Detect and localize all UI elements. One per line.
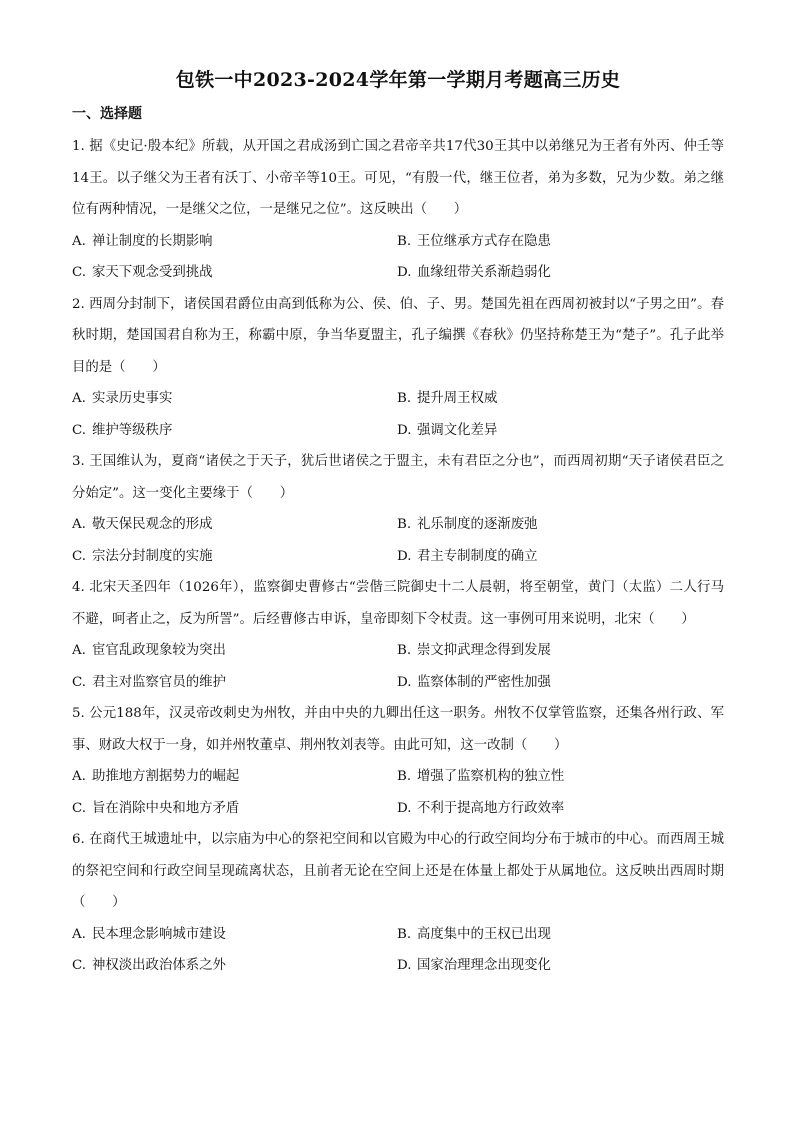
option-key: D. <box>397 548 412 564</box>
page-title: 包铁一中2023-2024学年第一学期月考题高三历史 <box>175 69 621 91</box>
option-text: 国家治理理念出现变化 <box>417 958 551 973</box>
option-text: 高度集中的王权已出现 <box>417 926 551 942</box>
option-b <box>397 383 722 415</box>
question-stem: 3. 王国维认为，夏商“诸侯之于天子，犹后世诸侯之于盟主，未有君臣之分也”，而西周初期“天子诸侯君臣之分始定”。这一变化主要缘于（ ） <box>72 454 724 501</box>
option-text: 崇文抑武理念得到发展 <box>417 643 551 658</box>
option-key: D. <box>397 958 412 973</box>
option-key: C. <box>72 958 87 973</box>
option-text: 宦官乱政现象较为突出 <box>92 643 226 658</box>
option-b <box>397 919 722 951</box>
options-list <box>72 226 724 289</box>
option-text: 提升周王权威 <box>417 391 498 406</box>
option-key: B. <box>397 769 412 784</box>
option-a <box>72 761 397 793</box>
option-d <box>397 950 722 982</box>
option-key: A. <box>72 643 86 658</box>
option-key: D. <box>397 674 412 690</box>
option-d <box>397 541 722 573</box>
question-6 <box>72 824 724 982</box>
option-c <box>72 541 397 573</box>
question-4 <box>72 572 724 698</box>
option-key: C. <box>72 548 87 564</box>
option-text: 王位继承方式存在隐患 <box>417 233 551 249</box>
question-stem: 4. 北宋天圣四年（1026年），监察御史曹修古“尝偕三院御史十二人晨朝，将至朝堂，黄门（太监）二人行马不避，呵者止之，反为所詈”。后经曹修古申诉，皇帝即刻下令杖责。这一事例可用来说明，北宋（ ） <box>72 580 724 627</box>
option-key: B. <box>397 643 412 658</box>
option-key: A. <box>72 926 86 942</box>
option-c <box>72 667 397 699</box>
options-list <box>72 761 724 824</box>
option-a <box>72 509 397 541</box>
option-text: 礼乐制度的逐渐废弛 <box>417 517 538 532</box>
option-key: A. <box>72 391 86 406</box>
question-stem: 6. 在商代王城遗址中，以宗庙为中心的祭祀空间和以官殿为中心的行政空间均分布于城市的中心。而西周王城的祭祀空间和行政空间呈现疏离状态，且前者无论在空间上还是在体量上都处于从属地位。这反映出西周时期（ ） <box>72 832 724 910</box>
option-c <box>72 950 397 982</box>
question-2 <box>72 289 724 447</box>
option-key: B. <box>397 233 412 249</box>
option-text: 维护等级秩序 <box>92 422 173 438</box>
option-text: 血缘纽带关系渐趋弱化 <box>417 265 551 280</box>
option-key: A. <box>72 233 86 249</box>
option-b <box>397 509 722 541</box>
option-d <box>397 793 722 825</box>
option-text: 敬天保民观念的形成 <box>92 517 213 532</box>
option-text: 增强了监察机构的独立性 <box>417 769 565 784</box>
option-key: C. <box>72 674 87 690</box>
option-text: 家天下观念受到挑战 <box>92 265 213 280</box>
option-a <box>72 635 397 667</box>
options-list <box>72 509 724 572</box>
option-a <box>72 383 397 415</box>
question-stem: 2. 西周分封制下，诸侯国君爵位由高到低称为公、侯、伯、子、男。楚国先祖在西周初被封以“子男之田”。春秋时期，楚国国君自称为王，称霸中原，争当华夏盟主，孔子编撰《春秋》仍坚持称楚王为“楚子”。孔子此举目的是（ ） <box>72 296 724 375</box>
exam-page <box>72 66 724 982</box>
option-text: 君主对监察官员的维护 <box>92 674 226 690</box>
option-text: 神权淡出政治体系之外 <box>92 958 226 973</box>
option-c <box>72 793 397 825</box>
option-b <box>397 226 722 258</box>
option-text: 强调文化差异 <box>417 422 498 438</box>
option-a <box>72 919 397 951</box>
option-text: 监察体制的严密性加强 <box>417 674 551 690</box>
option-d <box>397 415 722 447</box>
option-b <box>397 761 722 793</box>
option-key: C. <box>72 265 87 280</box>
question-5 <box>72 698 724 824</box>
question-stem: 1. 据《史记·殷本纪》所载，从开国之君成汤到亡国之君帝辛共17代30王其中以弟继兄为王者有外丙、仲壬等14王。以子继父为王者有沃丁、小帝辛等10王。可见，“有殷一代，继王位者，弟为多数，兄为少数。弟之继位有两种情况，一是继父之位，一是继兄之位”。这反映出（ ） <box>72 139 724 217</box>
option-text: 禅让制度的长期影响 <box>92 233 213 249</box>
option-key: A. <box>72 769 86 784</box>
option-c <box>72 415 397 447</box>
option-a <box>72 226 397 258</box>
option-text: 助推地方割据势力的崛起 <box>92 769 240 784</box>
options-list <box>72 383 724 446</box>
question-1 <box>72 131 724 289</box>
options-list <box>72 919 724 982</box>
option-key: B. <box>397 926 412 942</box>
option-key: C. <box>72 422 87 438</box>
option-key: B. <box>397 517 412 532</box>
options-list <box>72 635 724 698</box>
option-text: 不利于提高地方行政效率 <box>417 800 565 816</box>
option-b <box>397 635 722 667</box>
option-key: A. <box>72 517 86 532</box>
option-c <box>72 257 397 289</box>
option-d <box>397 257 722 289</box>
option-key: B. <box>397 391 412 406</box>
section-heading: 一、选择题 <box>72 106 142 122</box>
option-d <box>397 667 722 699</box>
option-key: C. <box>72 800 87 816</box>
question-3 <box>72 446 724 572</box>
option-key: D. <box>397 422 412 438</box>
option-key: D. <box>397 265 412 280</box>
option-text: 君主专制制度的确立 <box>417 548 538 564</box>
question-stem: 5. 公元188年，汉灵帝改刺史为州牧，并由中央的九卿出任这一职务。州牧不仅掌管监察，还集各州行政、军事、财政大权于一身，如并州牧董卓、荆州牧刘表等。由此可知，这一改制（ ） <box>72 706 724 753</box>
option-text: 旨在消除中央和地方矛盾 <box>92 800 240 816</box>
option-text: 宗法分封制度的实施 <box>92 548 213 564</box>
option-text: 民本理念影响城市建设 <box>92 926 226 942</box>
option-key: D. <box>397 800 412 816</box>
option-text: 实录历史事实 <box>92 391 173 406</box>
